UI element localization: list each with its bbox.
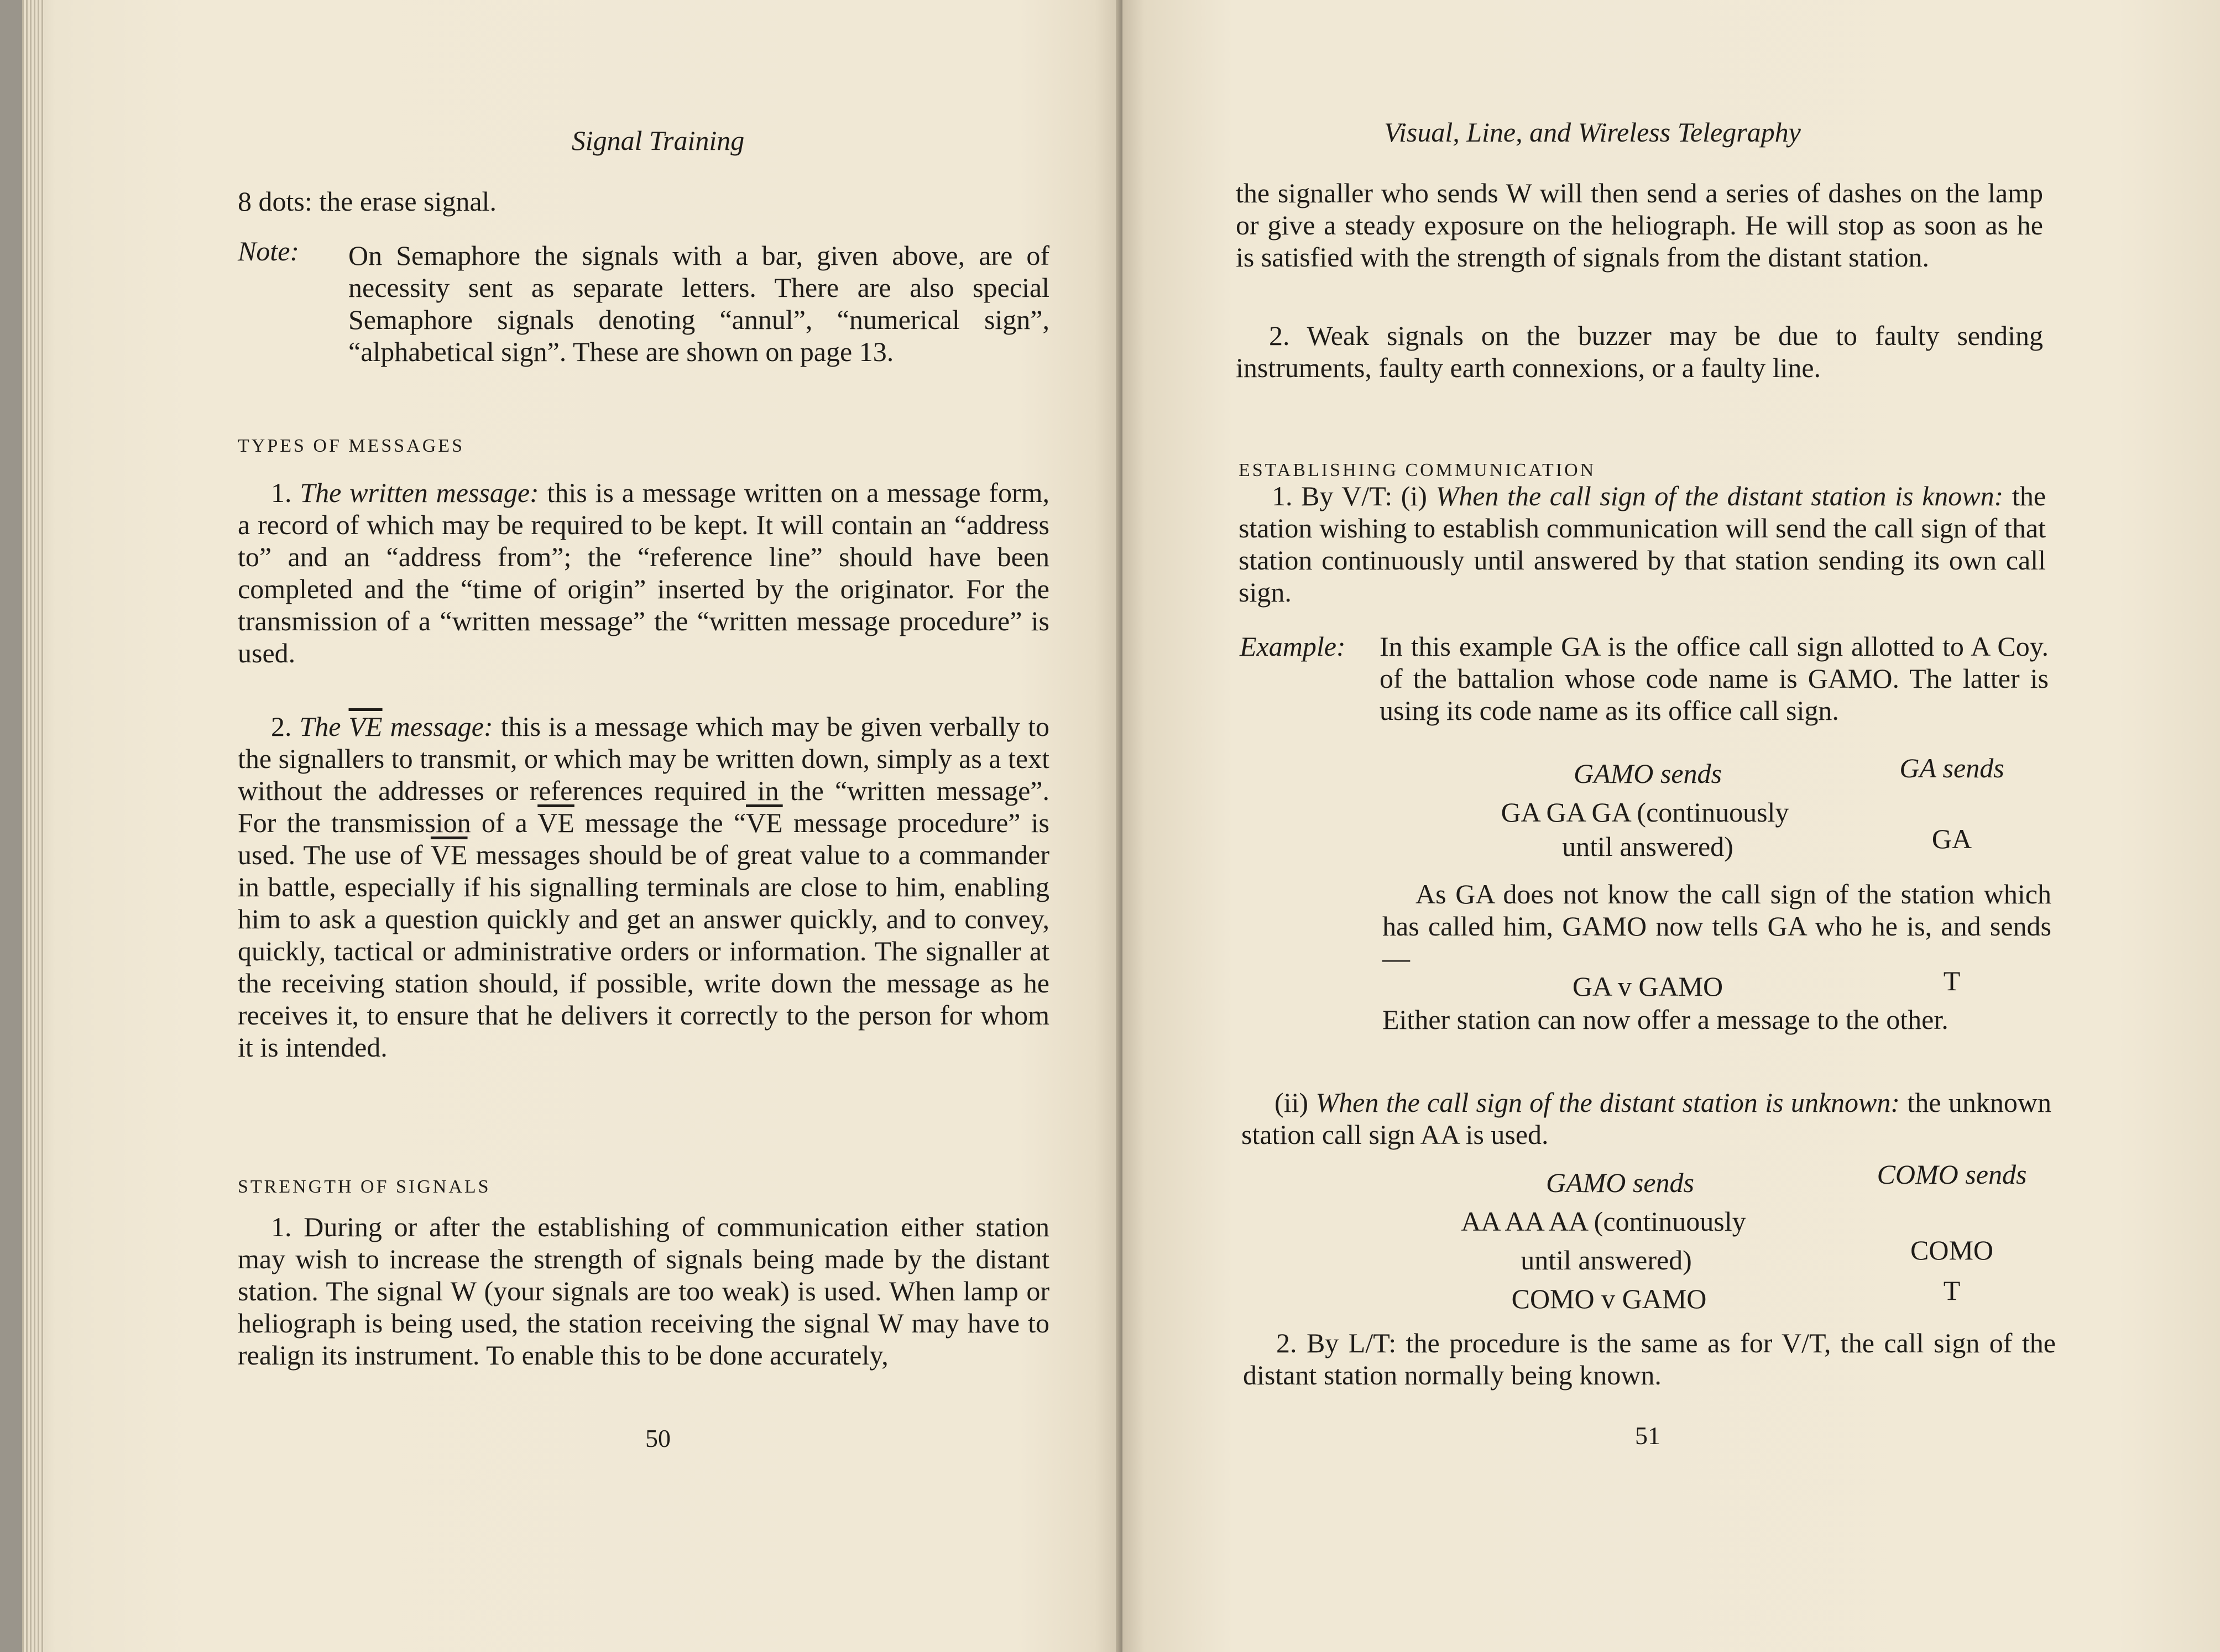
ga-sends-label: GA sends	[1899, 752, 2004, 783]
reply-t-1: T	[1943, 965, 1961, 996]
written-num: 1.	[271, 477, 292, 508]
ve-abbr-3: $\overline{VE}$	[746, 807, 783, 838]
ve-abbr-4: $\overline{VE}$	[430, 839, 468, 870]
written-text: this is a message written on a message form, a record of which may be required to be kept. It will contain an “address to” and an “address from”; the “reference line” should have been completed and the “time of origin” inserted by the originator. For the transmission of a “written message” the “written message procedure” is used.	[238, 477, 1050, 668]
ii-text: the unknown station call sign AA is used.	[1241, 1087, 2051, 1150]
right-page-number: 51	[1635, 1421, 1660, 1450]
aa-call-line-2: until answered)	[1521, 1245, 1692, 1275]
como-v-gamo: COMO v GAMO	[1511, 1283, 1707, 1314]
lt-paragraph: 2. By L/T: the procedure is the same as for V/T, the call sign of the distant station normally being known.	[1243, 1327, 2056, 1390]
right-page	[1122, 0, 2220, 1652]
heading-types-of-messages: TYPES OF MESSAGES	[238, 436, 464, 456]
vt-italic: When the call sign of the distant station is known:	[1435, 480, 2004, 511]
como-sends-label: COMO sends	[1877, 1159, 2027, 1190]
aa-call-line-1: AA AA AA (continuously	[1461, 1206, 1746, 1237]
ve-title-pre: The	[299, 711, 341, 742]
ve-abbr: $\overline{VE}$	[348, 711, 383, 742]
page-stack-edge	[22, 0, 44, 1652]
ga-reply: GA	[1931, 823, 1972, 854]
continued-paragraph: the signaller who sends W will then send a series of dashes on the lamp or give a steady exposure on the heliograph. He will stop as soon as he is satisfied with the strength of signals from the distant station.	[1236, 177, 2043, 273]
note-label: Note:	[238, 236, 300, 266]
ve-text-4: messages should be of great value to a commander in battle, especially if his signalling terminals are close to him, enabling him to ask a question quickly and get an answer quickly, and to convey, quickly, tactical or administrative orders or information. The signaller at the receiving station should, if possible, write down the message as he receives it, to ensure that he delivers it correctly to the person for whom it is intended.	[238, 839, 1049, 1063]
ga-v-gamo: GA v GAMO	[1572, 971, 1723, 1002]
gamo-sends-label-2: GAMO sends	[1545, 1167, 1695, 1198]
erase-signal-line: 8 dots: the erase signal.	[238, 186, 497, 217]
ve-abbr-2: $\overline{VE}$	[537, 807, 574, 838]
right-running-head: Visual, Line, and Wireless Telegraphy	[1384, 117, 1801, 148]
ve-message-paragraph	[238, 710, 1049, 1063]
weak-signals-paragraph: 2. Weak signals on the buzzer may be due to faulty sending instruments, faulty earth connexions, or a faulty line.	[1236, 320, 2043, 383]
ve-num: 2.	[271, 711, 292, 742]
vt-pre: 1. By V/T: (i)	[1272, 480, 1427, 511]
heading-strength-of-signals: STRENGTH OF SIGNALS	[238, 1177, 491, 1197]
ve-title-post: message:	[390, 711, 493, 742]
heading-establishing-communication: ESTABLISHING COMMUNICATION	[1239, 460, 1596, 480]
example-label: Example:	[1240, 631, 1346, 662]
ve-text-3: message procedure” is used. The use of	[238, 807, 1050, 870]
either-paragraph: Either station can now offer a message to the other.	[1382, 1004, 1949, 1035]
ve-text-1: this is a message which may be given verbally to the signallers to transmit, or which may be written down, simply as a text without the addresses or references required in the “written message”. For the transmission of a	[238, 711, 1050, 838]
left-page-number: 50	[645, 1424, 671, 1452]
as-ga-paragraph: As GA does not know the call sign of the station which has called him, GAMO now tells GA who he is, and sends—	[1382, 879, 2051, 974]
gamo-sends-label: GAMO sends	[1573, 758, 1722, 789]
left-running-head: Signal Training	[571, 125, 745, 156]
written-title: The written message:	[300, 477, 539, 508]
ii-pre: (ii)	[1274, 1087, 1309, 1118]
ii-italic: When the call sign of the distant station is unknown:	[1315, 1087, 1900, 1118]
left-page	[22, 0, 1122, 1652]
vt-text: the station wishing to establish communication will send the call sign of that station continuously until answered by that station sending its own call sign.	[1239, 480, 2046, 608]
example-paragraph: In this example GA is the office call sign allotted to A Coy. of the battalion whose code name is GAMO. The latter is using its code name as its office call sign.	[1380, 631, 2049, 726]
vt-paragraph	[1239, 480, 2046, 608]
ga-call-line-1: GA GA GA (continuously	[1501, 797, 1789, 828]
ga-call-line-2: until answered)	[1562, 831, 1733, 862]
reply-t-2: T	[1943, 1275, 1961, 1306]
written-message-paragraph	[238, 477, 1049, 669]
note-paragraph: On Semaphore the signals with a bar, given above, are of necessity sent as separate letters. There are also special Semaphore signals denoting “annul”, “numerical sign”, “alphabetical sign”. These are shown on page 13.	[348, 240, 1049, 367]
unknown-call-sign-paragraph	[1241, 1086, 2051, 1151]
strength-paragraph: 1. During or after the establishing of communication either station may wish to increase the strength of signals being made by the distant station. The signal W (your signals are too weak) is used. When lamp or heliograph is being used, the station receiving the signal W may have to realign its instrument. To enable this to be done accurately,	[238, 1211, 1049, 1371]
ve-text-2: message the “	[585, 807, 746, 838]
como-reply: COMO	[1910, 1235, 1994, 1266]
